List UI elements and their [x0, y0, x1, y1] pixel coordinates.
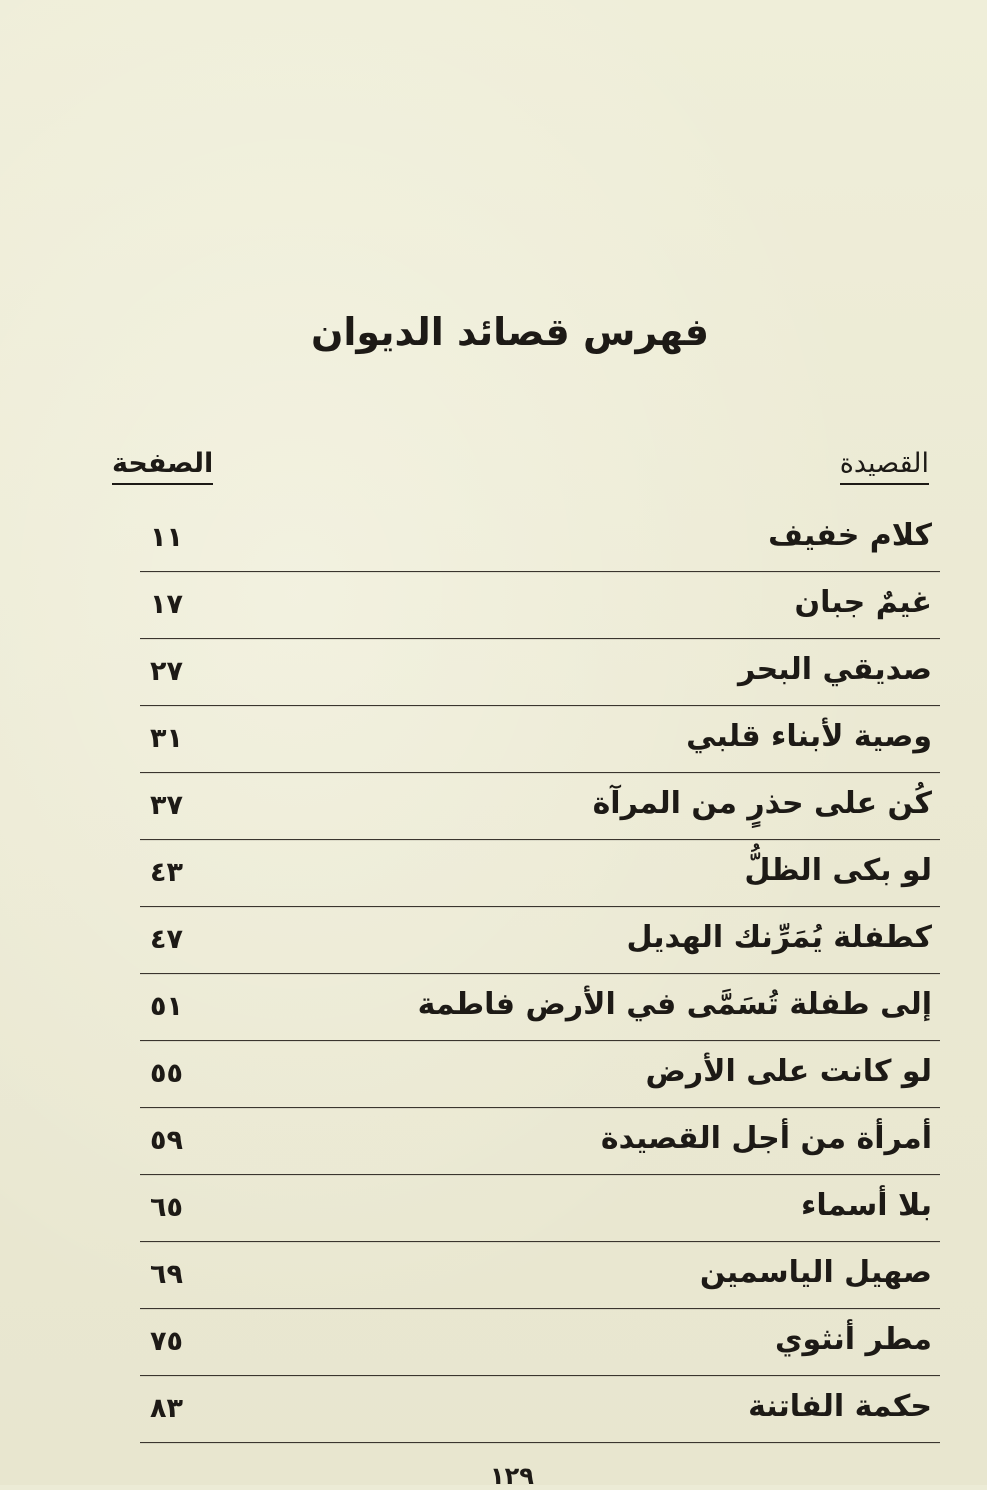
toc-row [140, 843, 940, 907]
column-header-poem: القصيدة [840, 448, 929, 485]
toc-row [140, 1312, 940, 1376]
page-number: ٦٥ [150, 1192, 183, 1223]
page-number: ٢٧ [150, 656, 183, 687]
poem-title: حكمة الفاتنة [748, 1389, 932, 1424]
page-number: ٥٩ [150, 1125, 183, 1156]
toc-row [140, 1178, 940, 1242]
page-number: ٣١ [150, 723, 183, 754]
poem-title: أمرأة من أجل القصيدة [600, 1121, 932, 1156]
page-number: ٤٣ [150, 857, 183, 888]
poem-title: صديقي البحر [737, 652, 932, 687]
page-title: فهرس قصائد الديوان [310, 310, 710, 354]
page-number: ٨٣ [150, 1393, 183, 1424]
toc-row [140, 575, 940, 639]
page-number: ٦٩ [150, 1259, 183, 1290]
toc-row [140, 709, 940, 773]
page-number: ٣٧ [150, 790, 183, 821]
poem-title: كلام خفيف [768, 518, 932, 553]
toc-row [140, 776, 940, 840]
toc-row [140, 642, 940, 706]
page-number: ٤٧ [150, 924, 183, 955]
poem-title: لو كانت على الأرض [645, 1054, 932, 1089]
poem-title: وصية لأبناء قلبي [686, 719, 932, 754]
toc-row [140, 1379, 940, 1443]
table-of-contents [140, 508, 940, 1446]
toc-row [140, 1245, 940, 1309]
page-number: ٥١ [150, 991, 183, 1022]
page-number: ٥٥ [150, 1058, 183, 1089]
toc-row [140, 1044, 940, 1108]
poem-title: صهيل الياسمين [699, 1255, 932, 1290]
toc-row [140, 910, 940, 974]
poem-title: كطفلة يُمَرِّنك الهديل [626, 920, 932, 955]
poem-title: غيمٌ جبان [794, 585, 932, 620]
poem-title: كُن على حذرٍ من المرآة [592, 786, 932, 821]
page-number: ١٧ [150, 589, 183, 620]
column-header-page: الصفحة [112, 448, 213, 485]
page-number: ٧٥ [150, 1326, 183, 1357]
poem-title: إلى طفلة تُسَمَّى في الأرض فاطمة [417, 987, 932, 1022]
page-folio: ١٢٩ [490, 1462, 534, 1490]
poem-title: بلا أسماء [801, 1188, 932, 1223]
toc-row [140, 508, 940, 572]
toc-row [140, 977, 940, 1041]
page-number: ١١ [150, 522, 183, 553]
toc-row [140, 1111, 940, 1175]
poem-title: لو بكى الظلُّ [744, 853, 932, 888]
poem-title: مطر أنثوي [774, 1322, 932, 1357]
